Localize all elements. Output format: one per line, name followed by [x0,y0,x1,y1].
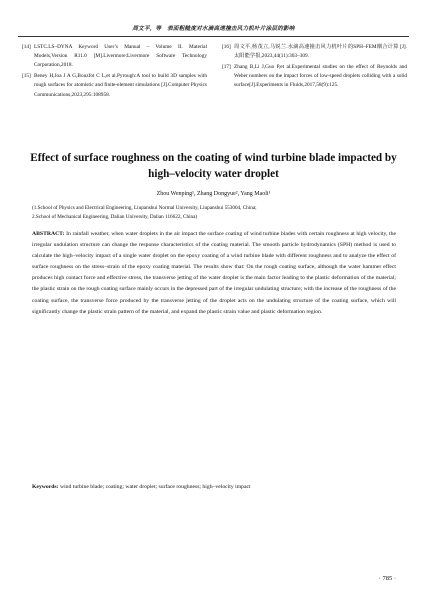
page-number: · 785 · [378,575,396,582]
keywords [32,482,396,492]
affiliation-line: (1.School of Physics and Electrical Engineering, Liupanshui Normal University, Liupanshui 553004, China; [32,205,257,211]
reference-text: LSTC.LS–DYNA Keyword User’s Manual – Volume II. Material Models,Version R11.0 [M].Livermore:Livermore Software Technology Corporation,2018. [34,44,207,69]
references-left-column [22,43,207,101]
reference-item [22,72,207,100]
abstract-text: In rainfall weather, when water droplets in the air impact the surface coating of wind turbine blades with certain roughness at high velocity, the irregular undulation structure can change the response characteristics of the coating material. The smooth particle hydrodynamics (SPH) method is used to calculate the high–velocity impact of a single water droplet on the epoxy coating of a wind turbine blade with different roughness and to analyze the effect of surface roughness on the stress–strain of the epoxy coating material. The results show that: On the rough coating surface, although the water hammer effect produces high contact force and effective stress, the transverse jetting of the water droplet is the main factor leading to the plastic deformation of the material; the plastic strain on the rough coating surface mainly occurs in the depressed part of the irregular undulating structure; with the increase of the roughness of the coating surface, the transverse force produced by the transverse jetting of the droplet acts on the undulating structure of the coating surface, which will significantly change the plastic strain pattern of the material, and expand the plastic strain value and plastic deformation region. [32,231,396,315]
reference-number: [17] [222,64,231,70]
header-rule [18,36,409,37]
references-right-column [222,43,407,92]
reference-item [222,63,407,91]
abstract-label: ABSTRACT: [32,231,65,237]
reference-item [22,43,207,71]
affiliations [32,204,402,222]
reference-item [222,43,407,61]
reference-number: [16] [222,44,231,50]
keywords-text: wind turbine blade; coating; water droplet; surface roughness; high–velocity impact [58,484,251,490]
abstract [32,229,396,318]
running-header: 周文平，等 表面粗糙度对水滴高速撞击风力机叶片涂层的影响 [132,26,295,32]
reference-number: [14] [22,44,31,50]
authors: Zhou Wenping¹, Zhang Dongyue², Yang Maoli¹ [156,191,271,197]
reference-text: 周文平,杨茂立,马锐兰.水滴高速撞击风力机叶片的SPH–FEM耦合计算 [J].太阳能学报,2023,44(11):303–309. [234,44,407,60]
paper-title: Effect of surface roughness on the coating of wind turbine blade impacted by high–velocity water droplet [30,152,397,180]
reference-number: [15] [22,73,31,80]
reference-text: Zhang B,Li J,Guo P,et al.Experimental studies on the effect of Reynolds and Weber numbers on the impact forces of low-speed droplets colliding with a solid surface[J].Experiments in Fluids,2017,58(9):125. [234,64,407,89]
reference-text: Beney H,Joa J A G,Bouzfot C L,et al.Pyrough:A tool to build 3D samples with rough surfaces for atomistic and finite-element simulations [J].Computer Physics Communications,2023,295:108958. [34,73,207,98]
affiliation-line: 2.School of Mechanical Engineering, Dalian University, Dalian 116622, China) [32,214,198,220]
keywords-label: Keywords: [32,484,59,490]
